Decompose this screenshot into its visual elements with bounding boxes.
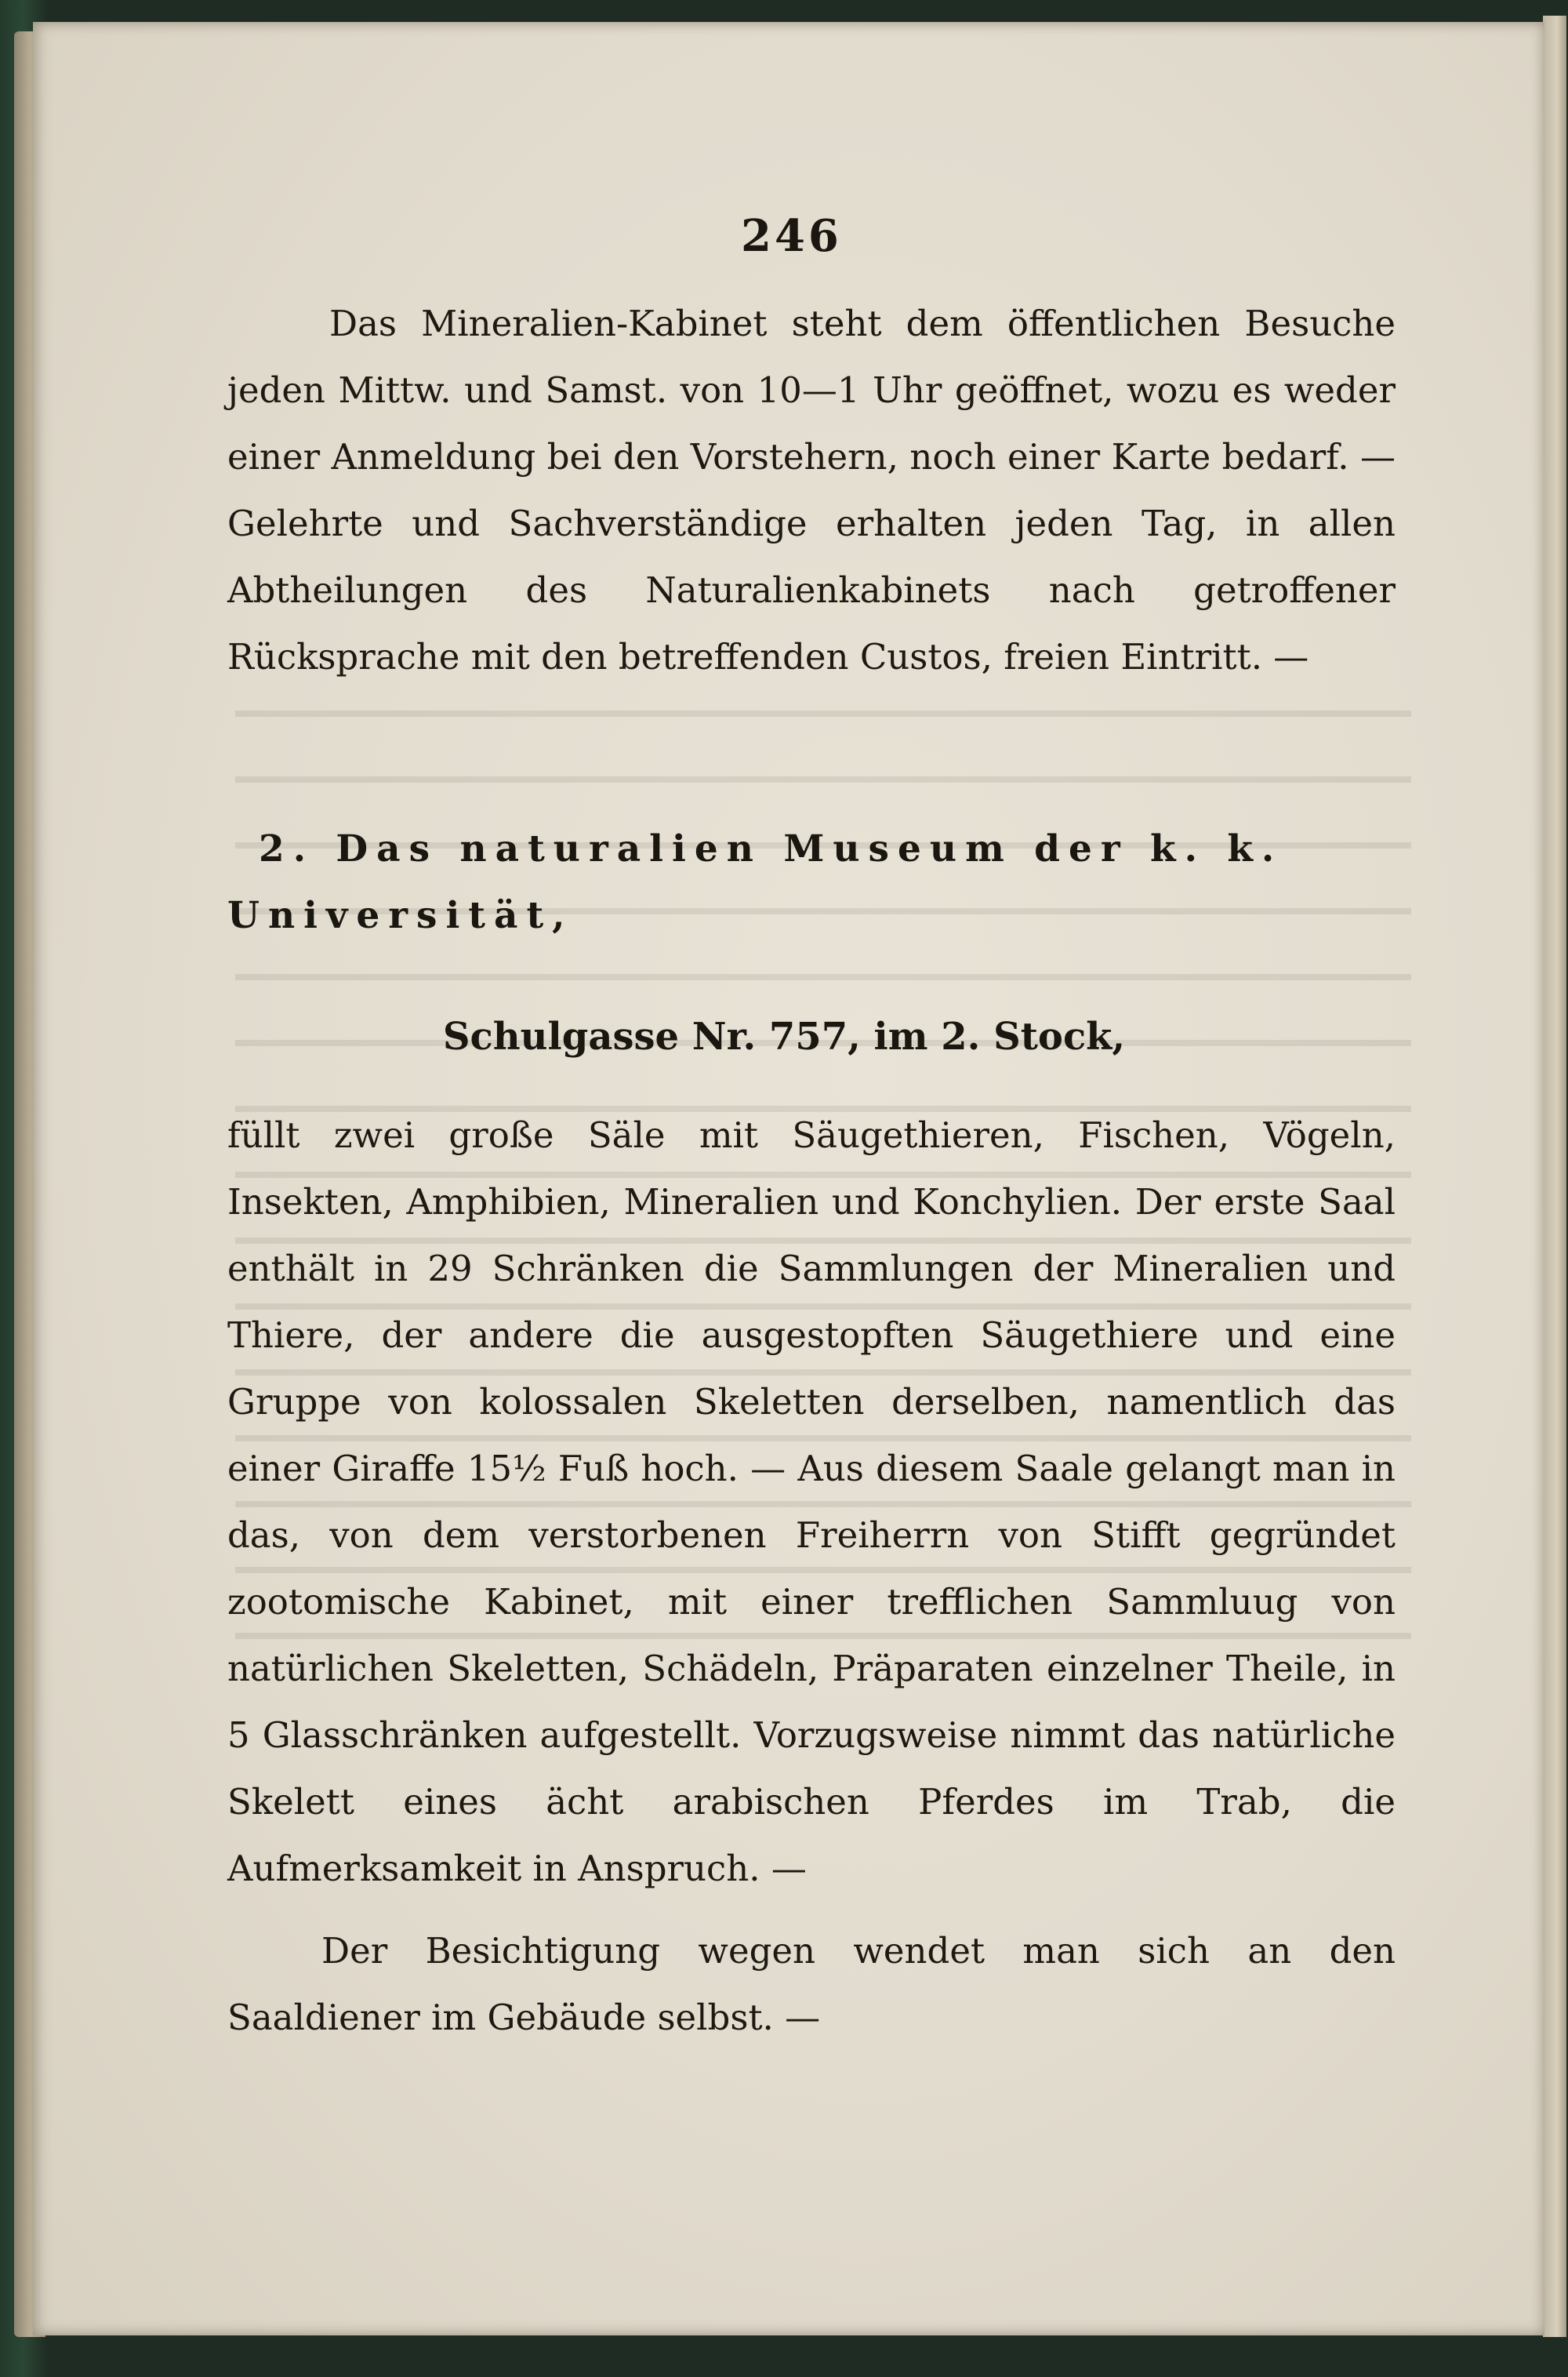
page-number: 246 (741, 210, 842, 262)
page-stack-right (1543, 16, 1566, 2337)
paragraph-visiting-note: Der Besichtigung wegen wendet man sich an den Saaldiener im Gebäude selbst. — (227, 1930, 1396, 2038)
paragraph-museum-description: füllt zwei große Säle mit Säugethieren, Fischen, Vögeln, Insekten, Amphibien, Mineralien und Konchylien. Der erste Saal enthält in 29 Schränken die Sammlungen der Mineralien und Thiere, der andere die ausgestopften Säugethiere und eine Gruppe von kolossalen Skeletten derselben, namentlich das einer Giraffe 15½ Fuß hoch. — Aus diesem Saale gelangt man in das, von dem verstorbenen Freiherrn von Stifft gegründet zootomische Kabinet, mit einer trefflichen Sammluug von natürlichen Skeletten, Schädeln, Präparaten einzelner Theile, in 5 Glasschränken aufgestellt. Vorzugsweise nimmt das natürliche Skelett eines ächt arabischen Pferdes im Trab, die Aufmerksamkeit in Anspruch. — (227, 1114, 1396, 1889)
paragraph-mineral-cabinet: Das Mineralien-Kabinet steht dem öffentlichen Besuche jeden Mittw. und Samst. von 10—1 Uhr geöffnet, wozu es weder einer Anmeldung bei den Vorstehern, noch einer Karte bedarf. — Gelehrte und Sachverständige erhalten jeden Tag, in allen Abtheilungen des Naturalienkabinets nach getroffener Rücksprache mit den betreffenden Custos, freien Eintritt. — (227, 303, 1396, 678)
section-address: Schulgasse Nr. 757, im 2. Stock, (442, 1015, 1126, 1059)
section-heading: 2. Das naturalien Museum der k. k. Universität, (227, 827, 1283, 937)
